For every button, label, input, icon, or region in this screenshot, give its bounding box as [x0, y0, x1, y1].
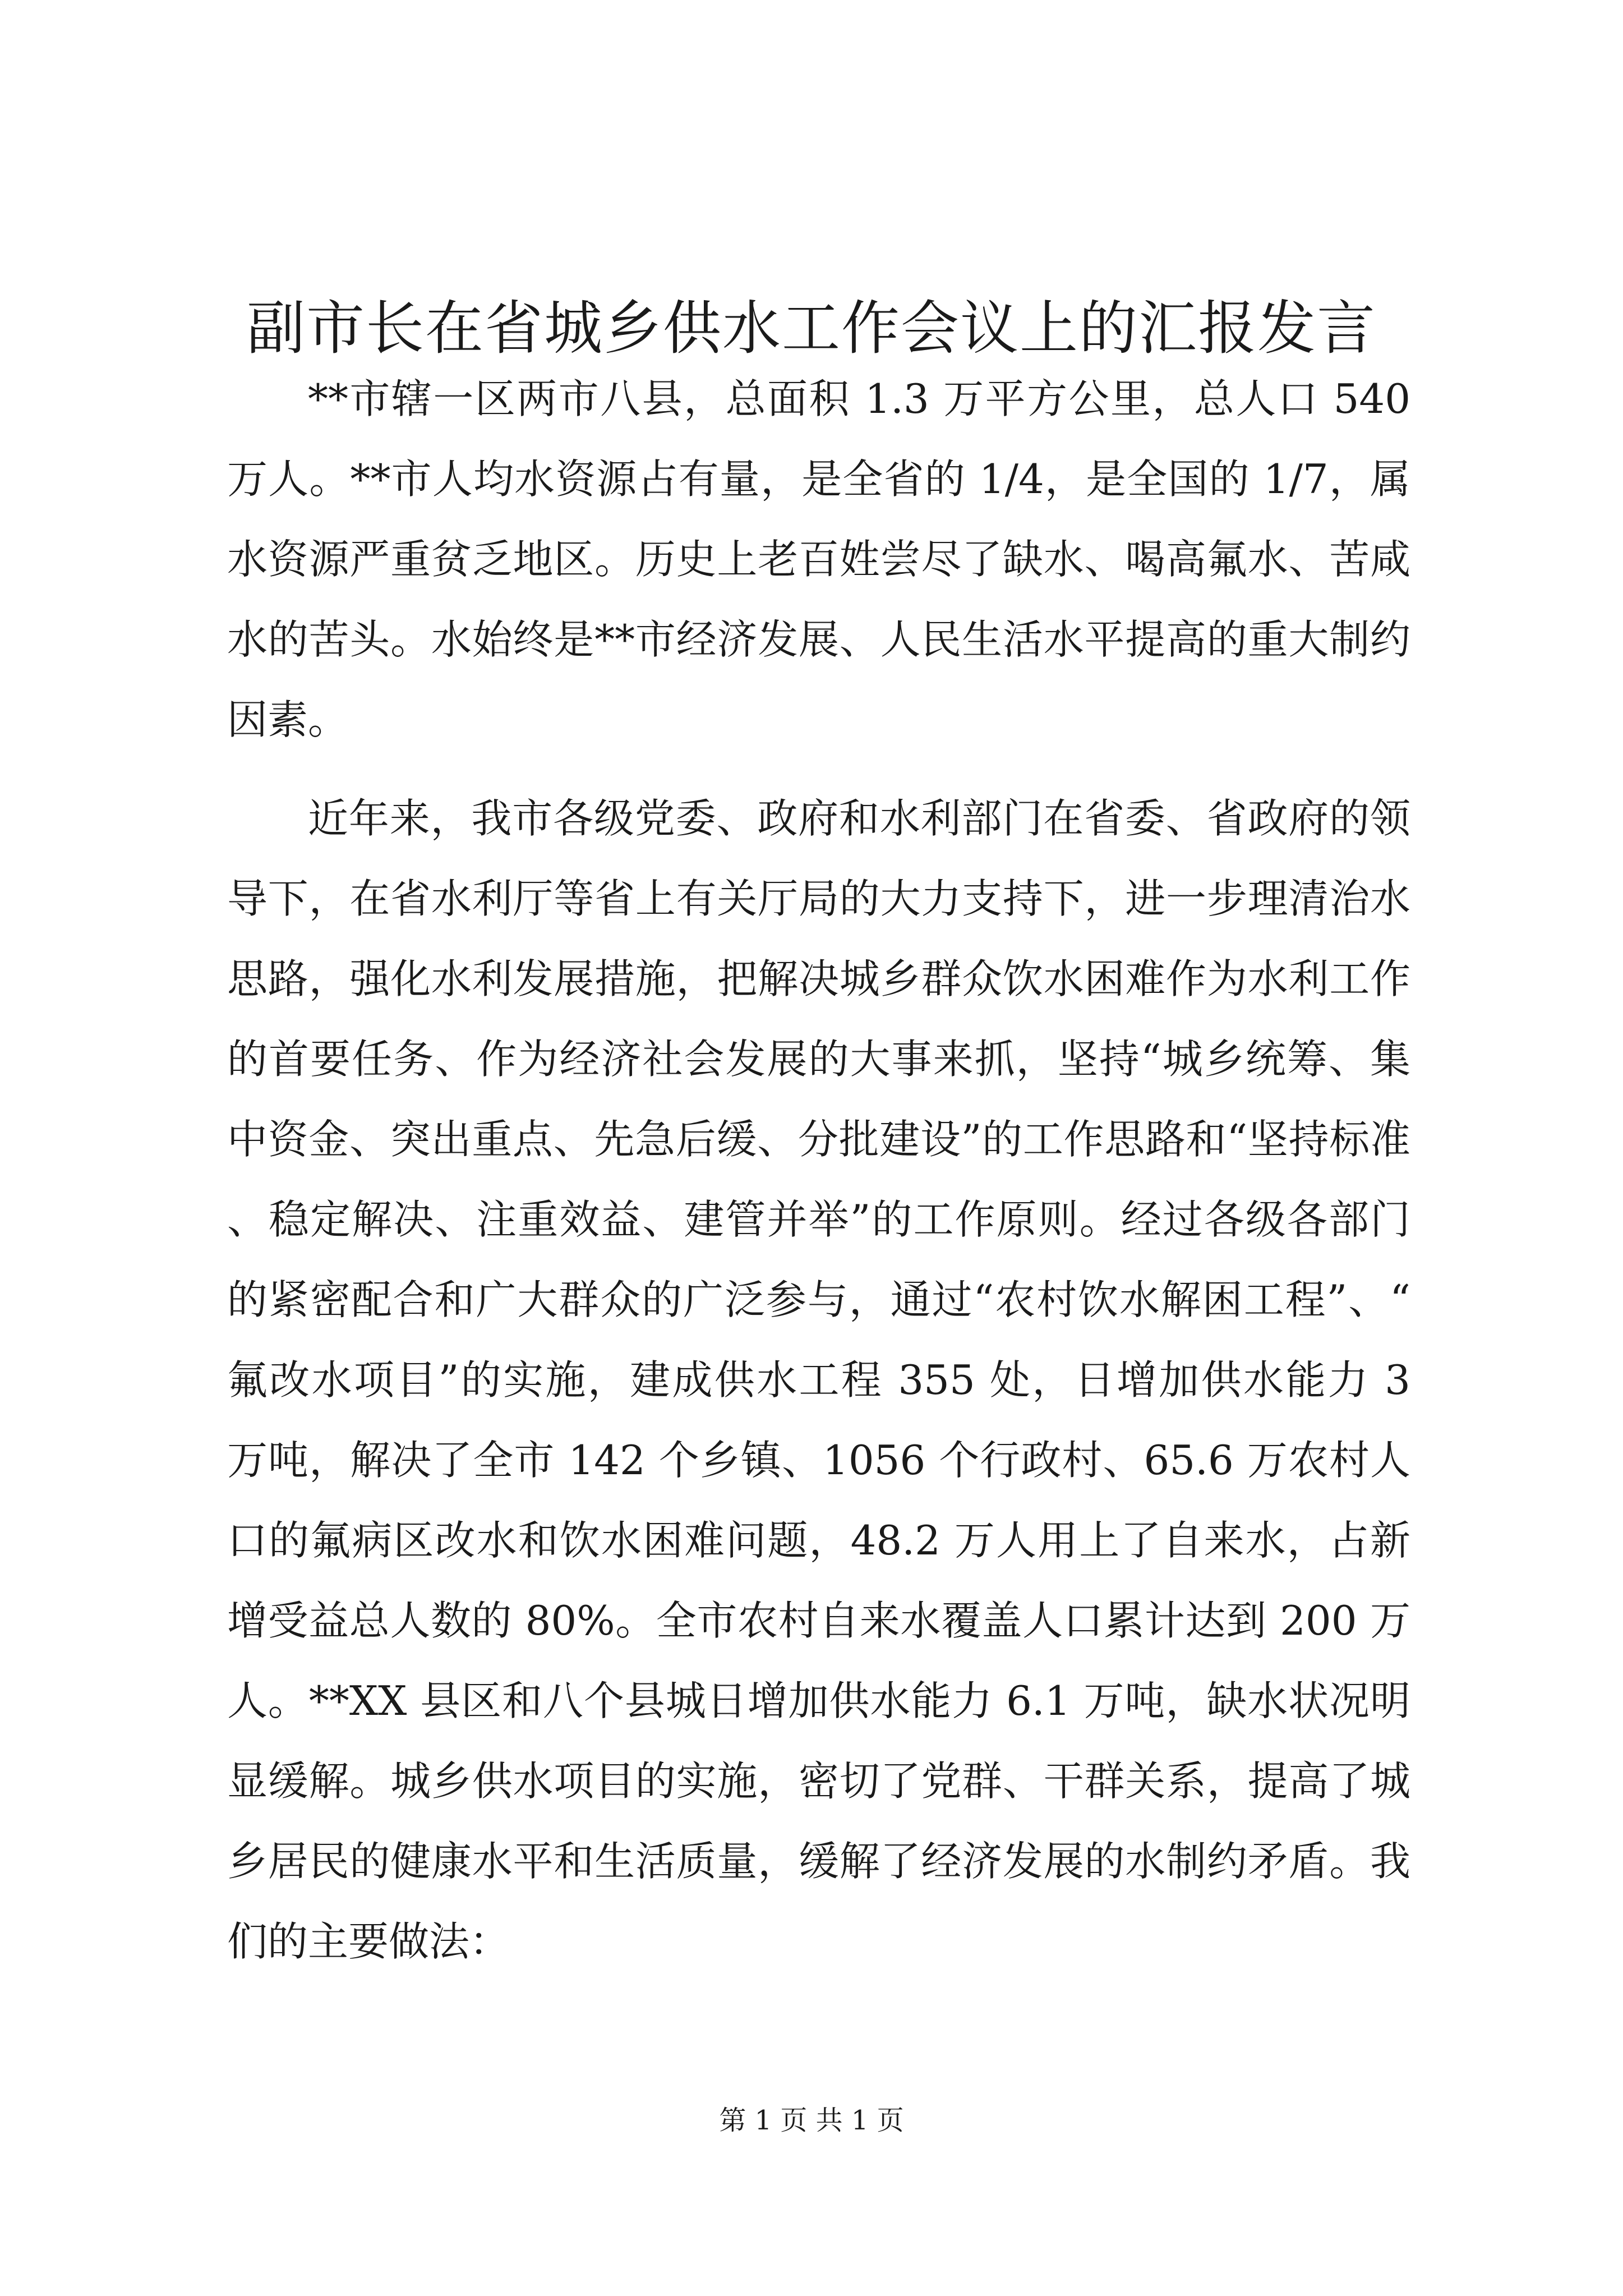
page-footer: 第 1 页 共 1 页 [719, 2105, 904, 2136]
paragraph-intro: **市辖一区两市八县，总面积 1.3 万平方公里，总人口 540 万人。**市人均水资源占有量，是全省的 1/4，是全国的 1/7，属水资源严重贫乏地区。历史上老百姓尝尽了缺水、喝高氟水、苦咸水的苦头。水始终是**市经济发展、人民生活水平提高的重大制约因素。 [227, 375, 1410, 743]
document-title: 副市长在省城乡供水工作会议上的汇报发言 [246, 294, 1376, 362]
document-body [227, 359, 1410, 1982]
paragraph-progress: 近年来，我市各级党委、政府和水利部门在省委、省政府的领导下，在省水利厅等省上有关厅局的大力支持下，进一步理清治水思路，强化水利发展措施，把解决城乡群众饮水困难作为水利工作的首要任务、作为经济社会发展的大事来抓，坚持“城乡统筹、集中资金、突出重点、先急后缓、分批建设”的工作思路和“坚持标准、稳定解决、注重效益、建管并举”的工作原则。经过各级各部门的紧密配合和广大群众的广泛参与，通过“农村饮水解困工程”、“氟改水项目”的实施，建成供水工程 355 处，日增加供水能力 3 万吨，解决了全市 142 个乡镇、1056 个行政村、65.6 万农村人口的氟病区改水和饮水困难问题，48.2 万人用上了自来水，占新增受益总人数的 80%。全市农村自来水覆盖人口累计达到 200 万人。**XX 县区和八个县城日增加供水能力 6.1 万吨，缺水状况明显缓解。城乡供水项目的实施，密切了党群、干群关系，提高了城乡居民的健康水平和生活质量，缓解了经济发展的水制约矛盾。我们的主要做法： [227, 795, 1410, 1965]
